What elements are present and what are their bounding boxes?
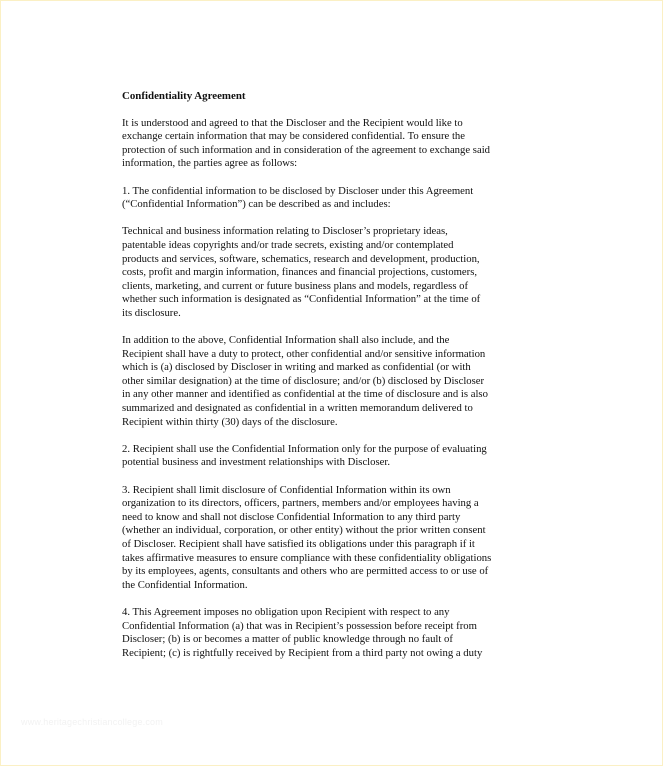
paragraph-clause-2 [122,443,547,470]
paragraph-additional-info [122,334,547,429]
text-line: of Discloser. Recipient shall have satisfied its obligations under this paragraph if it [122,538,475,550]
text-line: other similar designation) at the time of disclosure; and/or (b) disclosed by Discloser [122,374,485,387]
text-line: In addition to the above, Confidential Information shall also include, and the [122,334,450,347]
text-line: (“Confidential Information”) can be described as and includes: [122,198,391,211]
text-line: protection of such information and in consideration of the agreement to exchange said [122,143,491,156]
text-line: Confidential Information (a) that was in Recipient’s possession before receipt from [122,619,477,632]
text-line: 4. This Agreement imposes no obligation upon Recipient with respect to any [122,605,450,618]
text-line: 3. Recipient shall limit disclosure of Confidential Information within its own [122,483,451,496]
document-title: Confidentiality Agreement [122,90,246,102]
text-line: need to know and shall not disclose Confidential Information to any third party [122,510,461,523]
document-body [122,90,547,674]
text-line: by its employees, agents, consultants and others who are permitted access to or use of [122,565,489,578]
text-line: information, the parties agree as follows: [122,157,298,170]
text-line: Discloser; (b) is or becomes a matter of public knowledge through no fault of [122,633,453,646]
text-line: (whether an individual, corporation, or other entity) without the prior written consent [122,524,486,537]
text-line: It is understood and agreed to that the Discloser and the Recipient would like to [122,116,463,129]
text-line: takes affirmative measures to ensure compliance with these confidentiality obligations [122,551,492,564]
text-line: 2. Recipient shall use the Confidential Information only for the purpose of evaluating [122,442,487,455]
paragraph-technical-info [122,225,547,320]
paragraph-clause-1 [122,185,547,212]
text-line: in any other manner and identified as confidential at the time of disclosure and is also [122,388,488,401]
text-line: exchange certain information that may be considered confidential. To ensure the [122,130,466,143]
text-line: 1. The confidential information to be disclosed by Discloser under this Agreement [122,184,474,197]
text-line: whether such information is designated as “Confidential Information” at the time of [122,293,481,306]
paragraph-clause-4 [122,606,547,660]
text-line: its disclosure. [122,306,181,319]
text-line: Recipient; (c) is rightfully received by Recipient from a third party not owing a duty [122,646,483,659]
paragraph-intro [122,117,547,171]
text-line: products and services, software, schematics, research and development, production, [122,252,480,265]
text-line: Technical and business information relating to Discloser’s proprietary ideas, [122,225,448,238]
text-line: costs, profit and margin information, finances and financial projections, customers, [122,266,478,279]
text-line: clients, marketing, and current or future business plans and models, regardless of [122,279,469,292]
text-line: the Confidential Information. [122,578,248,591]
text-line: patentable ideas copyrights and/or trade secrets, existing and/or contemplated [122,238,454,251]
watermark-text: www.heritagechristiancollege.com [21,717,163,727]
text-line: Recipient within thirty (30) days of the disclosure. [122,415,338,428]
text-line: potential business and investment relationships with Discloser. [122,456,391,469]
text-line: organization to its directors, officers, partners, members and/or employees having a [122,497,479,510]
text-line: which is (a) disclosed by Discloser in writing and marked as confidential (or with [122,361,471,374]
text-line: Recipient shall have a duty to protect, other confidential and/or sensitive information [122,347,486,360]
paragraph-clause-3 [122,484,547,593]
text-line: summarized and designated as confidential in a written memorandum delivered to [122,402,473,415]
